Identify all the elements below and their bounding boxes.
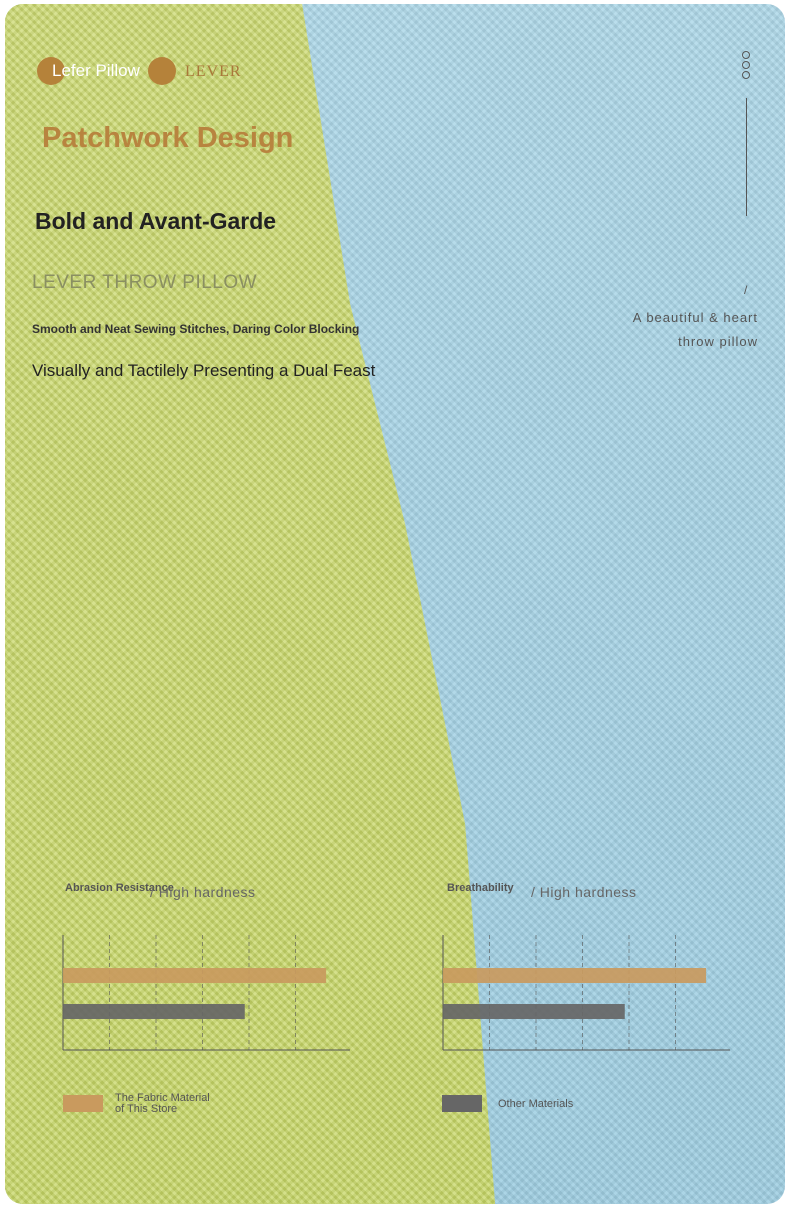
vertical-divider <box>746 98 747 216</box>
page-title: Patchwork Design <box>42 122 294 154</box>
chart-2-breathability <box>440 935 732 1055</box>
brand-name: Lefer Pillow <box>52 61 140 80</box>
detail-line: Smooth and Neat Sewing Stitches, Daring Color Blocking <box>32 322 360 336</box>
chart-2-subtitle: / High hardness <box>531 884 637 900</box>
chart-1-subtitle: / High hardness <box>150 884 256 900</box>
chart-1-title: Abrasion Resistance <box>65 882 174 894</box>
chart-2-title: Breathability <box>447 882 514 894</box>
legend-label-store <box>115 1093 210 1115</box>
more-dots-icon[interactable] <box>742 51 752 81</box>
feature-line: Visually and Tactilely Presenting a Dual Feast <box>32 361 376 380</box>
page-subtitle: Bold and Avant-Garde <box>35 208 277 234</box>
chart-1-abrasion <box>60 935 352 1055</box>
brand-logo-text: LEVER <box>185 63 242 80</box>
chart-2-bar-store <box>443 968 706 983</box>
side-tagline-line-1: A beautiful & heart <box>632 310 758 325</box>
chart-1-bar-other <box>63 1004 245 1019</box>
brand-dot-right-icon <box>148 57 176 85</box>
chart-1-bar-store <box>63 968 326 983</box>
legend-label-store-line-2: of This Store <box>115 1103 178 1115</box>
side-tagline <box>633 306 758 354</box>
legend-swatch-store <box>63 1095 103 1112</box>
legend-label-other: Other Materials <box>498 1098 574 1110</box>
product-caps-line: LEVER THROW PILLOW <box>32 272 258 293</box>
chart-2-bar-other <box>443 1004 625 1019</box>
side-slash: / <box>744 283 748 297</box>
side-tagline-line-2: throw pillow <box>678 334 758 349</box>
legend-label-store-line-1: The Fabric Material <box>115 1092 210 1104</box>
legend-swatch-other <box>442 1095 482 1112</box>
